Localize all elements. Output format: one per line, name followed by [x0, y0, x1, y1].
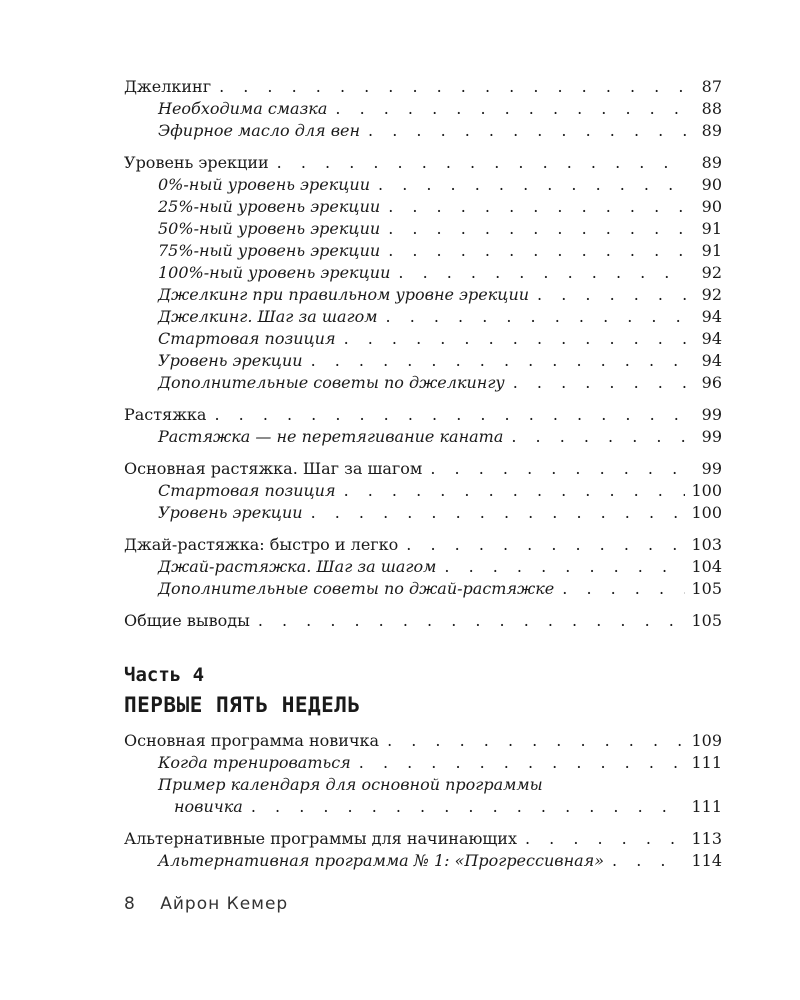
toc-subentry-page: 94 [701, 329, 722, 348]
leader-dots [370, 174, 688, 196]
toc-subentry-title: Дополнительные советы по джелкингу [158, 373, 505, 392]
toc-subentry[interactable] [124, 426, 722, 448]
toc-subentry-title: Когда тренироваться [158, 753, 351, 772]
toc-entry-page: 113 [691, 829, 722, 848]
toc-subentry-page: 114 [691, 851, 722, 870]
leader-dots [390, 262, 688, 284]
part-heading [124, 662, 722, 722]
leader-dots [380, 240, 688, 262]
toc-entry[interactable] [124, 730, 722, 752]
toc-subentry[interactable] [124, 218, 722, 240]
leader-dots [243, 796, 686, 818]
toc-subentry-page: 96 [701, 373, 722, 392]
leader-dots [269, 152, 688, 174]
toc-entry[interactable] [124, 610, 722, 632]
toc-subentry-page: 99 [701, 427, 722, 446]
toc-subentry[interactable] [124, 328, 722, 350]
toc-subentry[interactable] [124, 480, 722, 502]
page-number: 8 [124, 894, 136, 914]
toc-subentry-page: 90 [701, 197, 722, 216]
toc-entry-page: 109 [691, 731, 722, 750]
toc-entry-page: 87 [701, 77, 722, 96]
leader-dots [529, 284, 688, 306]
toc-subentry-title: 50%-ный уровень эрекции [158, 219, 381, 238]
page-footer [124, 894, 288, 914]
toc-subentry-page: 94 [701, 351, 722, 370]
leader-dots [336, 328, 688, 350]
leader-dots [436, 556, 685, 578]
toc-subentry[interactable] [124, 578, 722, 600]
toc-subentry-page: 100 [691, 481, 722, 500]
toc-entry-page: 99 [701, 405, 722, 424]
toc-subentry[interactable] [124, 752, 722, 774]
toc-subentry-page: 91 [701, 219, 722, 238]
toc-subentry-title: 100%-ный уровень эрекции [158, 263, 391, 282]
toc-subentry-title: 25%-ный уровень эрекции [158, 197, 381, 216]
toc-subentry-title: Альтернативная программа № 1: «Прогрессивная» [158, 851, 605, 870]
toc-subentry[interactable] [124, 120, 722, 142]
leader-dots [250, 610, 686, 632]
toc-subentry-title: Стартовая позиция [158, 481, 336, 500]
leader-dots [351, 752, 686, 774]
leader-dots [380, 196, 688, 218]
leader-dots [378, 306, 688, 328]
leader-dots [303, 350, 688, 372]
toc-entry[interactable] [124, 404, 722, 426]
toc-subentry-title: новичка [174, 797, 243, 816]
toc-subentry-title: Эфирное масло для вен [158, 121, 361, 140]
toc-subentry-title: Необходима смазка [158, 99, 328, 118]
toc-subentry[interactable] [124, 372, 722, 394]
leader-dots [206, 404, 688, 426]
leader-dots [211, 76, 688, 98]
toc-subentry-title: Дополнительные советы по джай-растяжке [158, 579, 555, 598]
toc-subentry[interactable] [124, 796, 722, 818]
toc-subentry-page: 88 [701, 99, 722, 118]
toc-entry[interactable] [124, 534, 722, 556]
toc-subentry-page: 100 [691, 503, 722, 522]
leader-dots [503, 426, 688, 448]
toc-entry[interactable] [124, 76, 722, 98]
leader-dots [604, 850, 685, 872]
toc-subentry-title: Растяжка — не перетягивание каната [158, 427, 504, 446]
toc-subentry-title: Джелкинг. Шаг за шагом [158, 307, 378, 326]
toc-subentry-title: 75%-ный уровень эрекции [158, 241, 381, 260]
toc-subentry-page: 111 [691, 797, 722, 816]
part-title: ПЕРВЫЕ ПЯТЬ НЕДЕЛЬ [124, 693, 361, 717]
toc-subentry-page: 105 [691, 579, 722, 598]
toc-subentry-title: Уровень эрекции [158, 351, 303, 370]
toc-subentry-page: 92 [701, 263, 722, 282]
toc-subentry-wrapped-line[interactable]: Пример календаря для основной программы [158, 775, 543, 794]
toc-subentry-page: 111 [691, 753, 722, 772]
toc-entry-title: Растяжка [124, 405, 207, 424]
toc-entry[interactable] [124, 458, 722, 480]
toc-subentry[interactable] [124, 98, 722, 120]
toc-subentry-page: 89 [701, 121, 722, 140]
toc-entry[interactable] [124, 828, 722, 850]
leader-dots [505, 372, 688, 394]
toc-subentry-title: Уровень эрекции [158, 503, 303, 522]
toc-subentry-page: 90 [701, 175, 722, 194]
toc-subentry-page: 104 [691, 557, 722, 576]
leader-dots [379, 730, 685, 752]
toc-entry-page: 103 [691, 535, 722, 554]
toc-subentry[interactable] [124, 262, 722, 284]
toc-entry-title: Альтернативные программы для начинающих [124, 829, 517, 848]
toc-subentry[interactable] [124, 350, 722, 372]
toc-entry-title: Общие выводы [124, 611, 250, 630]
leader-dots [554, 578, 685, 600]
toc-subentry[interactable] [124, 306, 722, 328]
running-head-author: Айрон Кемер [160, 894, 289, 914]
toc-subentry[interactable] [124, 502, 722, 524]
leader-dots [327, 98, 688, 120]
toc-subentry[interactable] [124, 196, 722, 218]
toc-entry-page: 105 [691, 611, 722, 630]
leader-dots [303, 502, 686, 524]
toc-subentry[interactable] [124, 174, 722, 196]
toc-subentry[interactable] [124, 240, 722, 262]
leader-dots [336, 480, 686, 502]
leader-dots [360, 120, 688, 142]
toc-entry-page: 99 [701, 459, 722, 478]
toc-subentry-page: 94 [701, 307, 722, 326]
leader-dots [422, 458, 688, 480]
part-label: Часть 4 [124, 664, 205, 686]
table-of-contents [124, 76, 722, 872]
toc-subentry-title: Стартовая позиция [158, 329, 336, 348]
toc-entry[interactable] [124, 152, 722, 174]
toc-entry-title: Основная растяжка. Шаг за шагом [124, 459, 423, 478]
leader-dots [398, 534, 685, 556]
toc-subentry[interactable] [124, 284, 722, 306]
toc-entry-title: Основная программа новичка [124, 731, 380, 750]
toc-subentry-title: 0%-ный уровень эрекции [158, 175, 371, 194]
toc-entry-title: Джелкинг [124, 77, 212, 96]
toc-subentry-page: 92 [701, 285, 722, 304]
toc-entry-page: 89 [701, 153, 722, 172]
toc-subentry[interactable] [124, 556, 722, 578]
toc-entry-title: Уровень эрекции [124, 153, 269, 172]
leader-dots [517, 828, 685, 850]
toc-entry-title: Джай-растяжка: быстро и легко [124, 535, 399, 554]
toc-subentry[interactable] [124, 850, 722, 872]
toc-subentry-title: Джелкинг при правильном уровне эрекции [158, 285, 530, 304]
toc-subentry-page: 91 [701, 241, 722, 260]
toc-subentry-title: Джай-растяжка. Шаг за шагом [158, 557, 437, 576]
leader-dots [380, 218, 688, 240]
